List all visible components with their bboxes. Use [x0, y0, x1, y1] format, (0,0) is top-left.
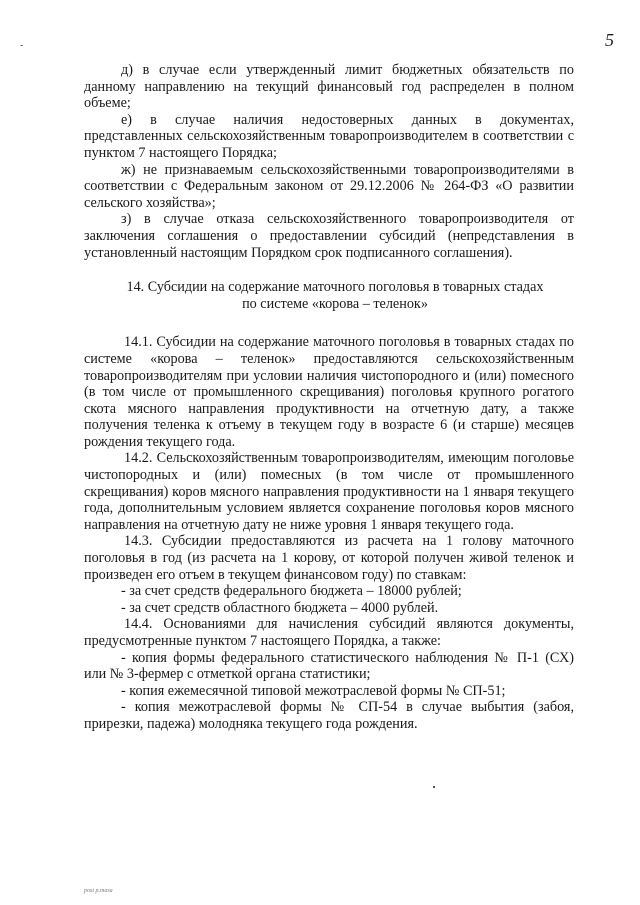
document-body — [84, 62, 574, 733]
paragraph-z: з) в случае отказа сельскохозяйственного товаропроизводителя от заключения соглашения о предоставлении субсидий (непредставления в установленный настоящим Порядком срок подписанного соглашения). — [84, 211, 574, 261]
rate-regional: - за счет средств областного бюджета – 4000 рублей. — [121, 599, 439, 616]
margin-mark: - — [20, 40, 24, 51]
paragraph-14-1: 14.1. Субсидии на содержание маточного поголовья в товарных стадах по системе «корова – теленок» предоставляются сельскохозяйственным товаропроизводителям при условии наличия чистопородного и (или) помесного (в том числе от промышленного скрещивания) поголовья крупного рогатого скота мясного направления продуктивности на отчетную дату, а также получения теленка к отъему в текущем году в возрасте 6 (и старше) месяцев рождения текущего года. — [84, 334, 574, 450]
document-item-p1: - копия формы федерального статистического наблюдения № П-1 (СХ) или № 3-фермер с отметкой органа статистики; — [84, 649, 574, 683]
paragraph-d: д) в случае если утвержденный лимит бюджетных обязательств по данному направлению на текущий финансовый год распределен в полном объеме; — [84, 62, 574, 112]
paragraph-14-2: 14.2. Сельскохозяйственным товаропроизводителям, имеющим поголовье чистопородных и (или) помесных (в том числе от промышленного скрещивания) коров мясного направления продуктивности на 1 января текущего года, дополнительным условием является сохранение поголовья коров мясного направления на отчетную дату не ниже уровня 1 января текущего года. — [84, 450, 574, 533]
paragraph-14-4: 14.4. Основаниями для начисления субсидий являются документы, предусмотренные пунктом 7 настоящего Порядка, а также: — [84, 616, 574, 649]
rate-federal: - за счет средств федерального бюджета – 18000 рублей; — [121, 583, 462, 600]
section-heading-line1: 14. Субсидии на содержание маточного поголовья в товарных стадах — [126, 279, 544, 296]
document-item-sp51: - копия ежемесячной типовой межотраслевой формы № СП-51; — [121, 682, 506, 699]
paragraph-zh: ж) не признаваемым сельскохозяйственными товаропроизводителями в соответствии с Федеральным законом от 29.12.2006 № 264-ФЗ «О развитии сельского хозяйства»; — [84, 161, 574, 211]
page-number: 5 — [605, 30, 614, 50]
footer-mark: post p.masa — [84, 888, 113, 894]
paragraph-e: е) в случае наличия недостоверных данных в документах, представленных сельскохозяйственным товаропроизводителем в соответствии с пунктом 7 настоящего Порядка; — [84, 111, 574, 161]
section-heading-line2: по системе «корова – теленок» — [242, 295, 428, 312]
scan-speck — [433, 786, 435, 788]
document-item-sp54: - копия межотраслевой формы № СП-54 в случае выбытия (забоя, прирезки, падежа) молодняка текущего года рождения. — [84, 699, 574, 732]
paragraph-14-3: 14.3. Субсидии предоставляются из расчета на 1 голову маточного поголовья в год (из расчета на 1 корову, от которой получен живой теленок и произведен его отъем в текущем финансовом году) по ставкам: — [84, 533, 574, 583]
section-heading — [84, 279, 574, 312]
